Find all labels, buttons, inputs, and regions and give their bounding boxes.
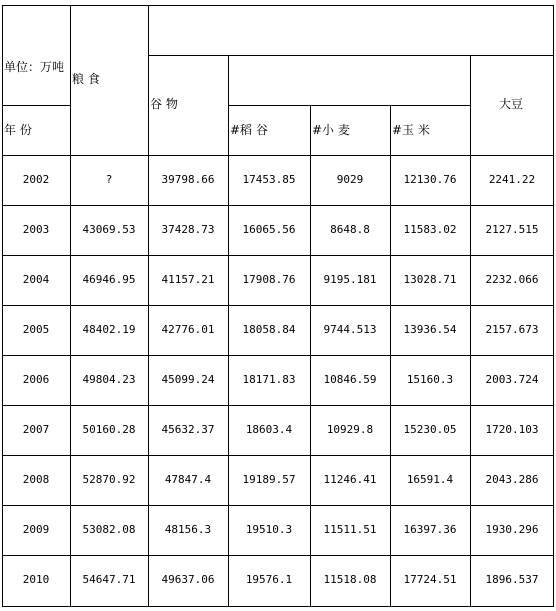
- table-cell-grain: 48402.19: [82, 323, 136, 336]
- table-cell-cereal: 39798.66: [161, 173, 215, 186]
- row-rule: [2, 606, 554, 607]
- table-cell-rice: 19189.57: [242, 473, 296, 486]
- table-cell-wheat: 9744.513: [323, 323, 377, 336]
- soybean-header: 大豆: [499, 97, 524, 111]
- table-cell-corn: 13028.71: [403, 273, 457, 286]
- table-cell-corn: 15230.05: [403, 423, 457, 436]
- table-cell-soybean: 2127.515: [485, 223, 539, 236]
- grain-output-table: [2, 5, 554, 607]
- table-cell-year: 2009: [22, 523, 50, 536]
- table-cell-soybean: 1930.296: [485, 523, 539, 536]
- table-cell-corn: 16397.36: [403, 523, 457, 536]
- year-header: 年 份: [4, 123, 32, 137]
- row-rule: [2, 355, 554, 356]
- corn-header: #玉 米: [392, 123, 430, 137]
- table-cell-year: 2008: [22, 473, 50, 486]
- table-cell-year: 2003: [22, 223, 50, 236]
- table-cell-grain: 53082.08: [82, 523, 136, 536]
- table-cell-corn: 11583.02: [403, 223, 457, 236]
- row-rule: [2, 205, 554, 206]
- table-cell-year: 2005: [22, 323, 50, 336]
- table-cell-rice: 18058.84: [242, 323, 296, 336]
- rule-col-1: [70, 5, 71, 607]
- table-cell-grain: ?: [105, 173, 113, 186]
- cereal-header: 谷 物: [150, 97, 178, 111]
- table-cell-cereal: 47847.4: [164, 473, 212, 486]
- table-cell-grain: 49804.23: [82, 373, 136, 386]
- table-cell-grain: 46946.95: [82, 273, 136, 286]
- table-cell-year: 2007: [22, 423, 50, 436]
- table-cell-soybean: 2241.22: [488, 173, 536, 186]
- table-cell-wheat: 11246.41: [323, 473, 377, 486]
- table-cell-wheat: 9195.181: [323, 273, 377, 286]
- table-cell-rice: 18603.4: [245, 423, 293, 436]
- table-cell-wheat: 8648.8: [330, 223, 370, 236]
- row-rule: [2, 555, 554, 556]
- table-cell-wheat: 11511.51: [323, 523, 377, 536]
- table-cell-rice: 17453.85: [242, 173, 296, 186]
- table-cell-rice: 18171.83: [242, 373, 296, 386]
- table-cell-year: 2006: [22, 373, 50, 386]
- table-cell-soybean: 2043.286: [485, 473, 539, 486]
- table-cell-wheat: 10929.8: [326, 423, 374, 436]
- table-cell-soybean: 2157.673: [485, 323, 539, 336]
- table-cell-corn: 12130.76: [403, 173, 457, 186]
- table-cell-soybean: 1720.103: [485, 423, 539, 436]
- border-right: [553, 5, 554, 607]
- table-cell-grain: 50160.28: [82, 423, 136, 436]
- border-top: [2, 5, 554, 6]
- table-cell-wheat: 10846.59: [323, 373, 377, 386]
- table-cell-corn: 13936.54: [403, 323, 457, 336]
- table-cell-wheat: 11518.08: [323, 573, 377, 586]
- table-cell-soybean: 2003.724: [485, 373, 539, 386]
- table-cell-year: 2004: [22, 273, 50, 286]
- rule-subheader: [228, 105, 470, 106]
- table-cell-corn: 17724.51: [403, 573, 457, 586]
- unit-label: 单位：万吨: [4, 60, 65, 74]
- table-cell-year: 2010: [22, 573, 50, 586]
- table-cell-corn: 16591.4: [406, 473, 454, 486]
- table-cell-rice: 19576.1: [245, 573, 293, 586]
- table-cell-cereal: 45632.37: [161, 423, 215, 436]
- rule-header-bottom: [2, 155, 554, 156]
- table-cell-cereal: 45099.24: [161, 373, 215, 386]
- rule-col-2: [148, 5, 149, 607]
- row-rule: [2, 455, 554, 456]
- table-cell-year: 2002: [22, 173, 50, 186]
- rule-unit: [2, 105, 70, 106]
- table-cell-cereal: 49637.06: [161, 573, 215, 586]
- wheat-header: #小 麦: [312, 123, 350, 137]
- table-cell-grain: 43069.53: [82, 223, 136, 236]
- table-cell-corn: 15160.3: [406, 373, 454, 386]
- rice-header: #稻 谷: [230, 123, 268, 137]
- table-cell-grain: 52870.92: [82, 473, 136, 486]
- row-rule: [2, 255, 554, 256]
- row-rule: [2, 405, 554, 406]
- table-cell-cereal: 41157.21: [161, 273, 215, 286]
- table-cell-cereal: 48156.3: [164, 523, 212, 536]
- table-cell-cereal: 37428.73: [161, 223, 215, 236]
- rule-header-1: [148, 55, 554, 56]
- table-cell-rice: 19510.3: [245, 523, 293, 536]
- border-left: [2, 5, 3, 607]
- table-cell-grain: 54647.71: [82, 573, 136, 586]
- row-rule: [2, 505, 554, 506]
- table-cell-soybean: 2232.066: [485, 273, 539, 286]
- table-cell-cereal: 42776.01: [161, 323, 215, 336]
- table-cell-rice: 16065.56: [242, 223, 296, 236]
- table-cell-wheat: 9029: [336, 173, 364, 186]
- grain-header: 粮 食: [72, 72, 100, 86]
- row-rule: [2, 305, 554, 306]
- table-cell-soybean: 1896.537: [485, 573, 539, 586]
- table-cell-rice: 17908.76: [242, 273, 296, 286]
